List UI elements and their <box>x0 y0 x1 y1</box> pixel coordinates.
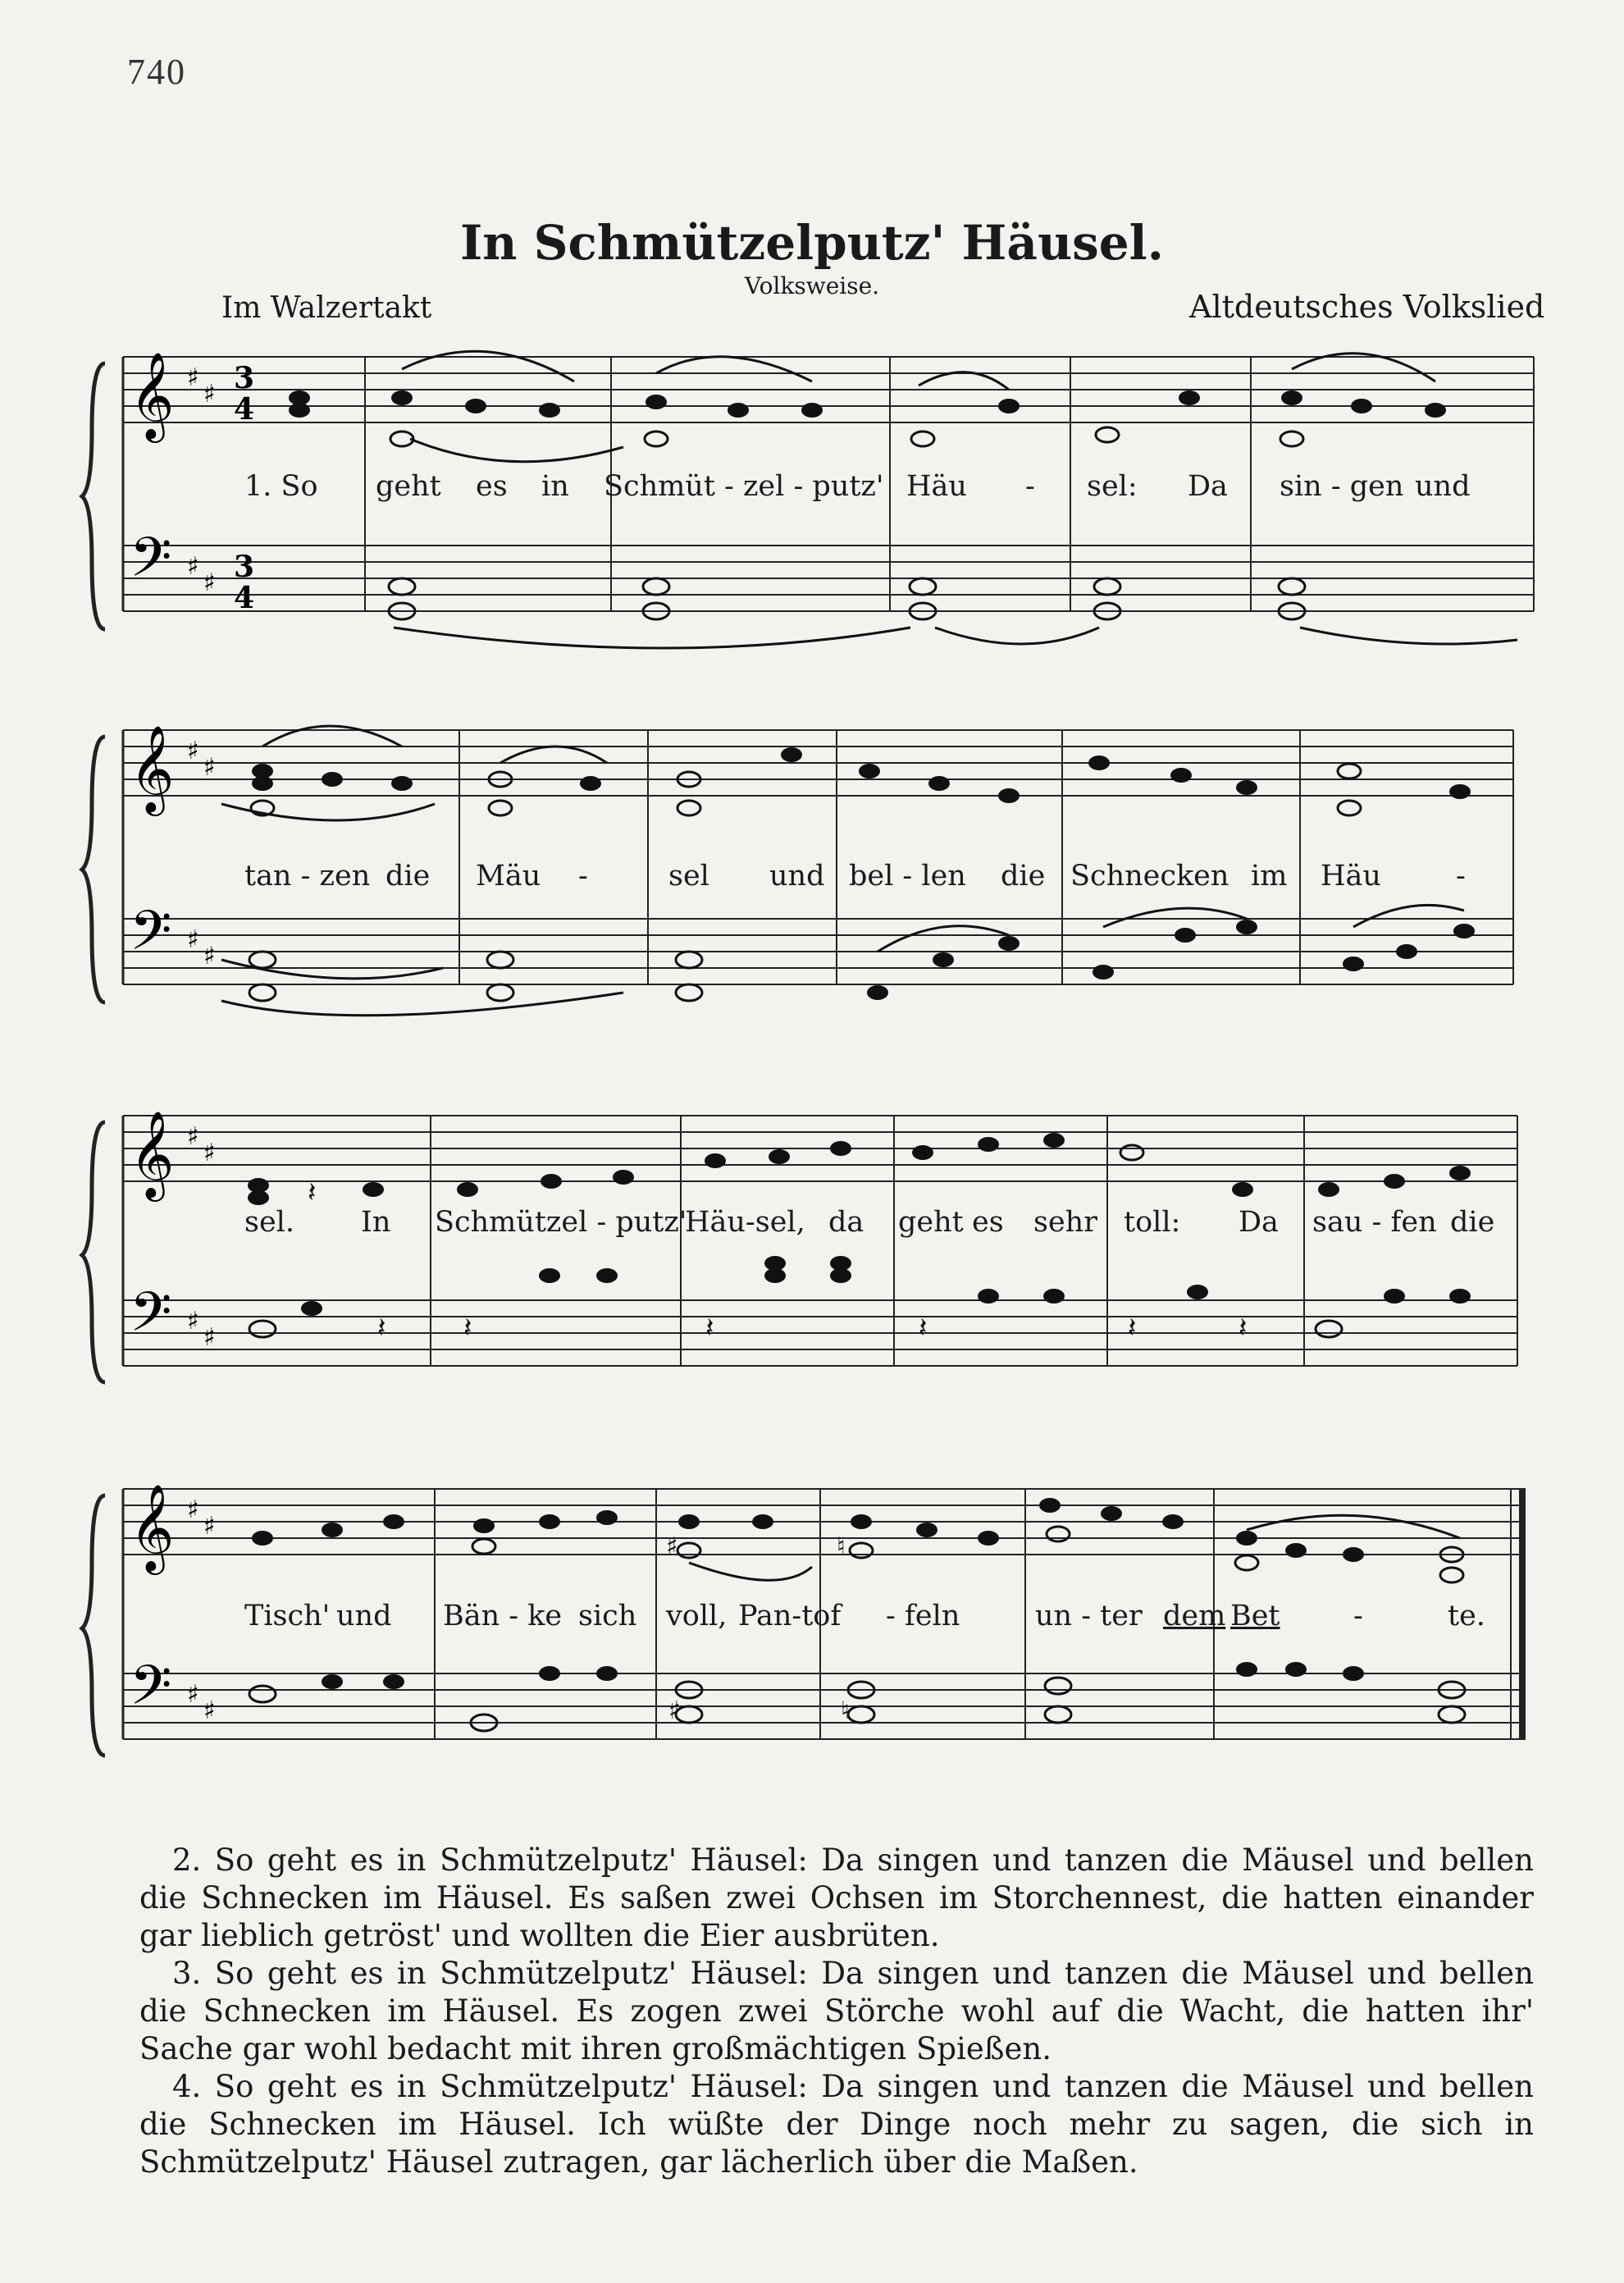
verse-3: 3. So geht es in Schmützelputz' Häusel: Da singen und tanzen die Mäusel und bellen die Schnecken im Häusel. Es zogen zwei Störche wohl auf die Wacht, die hatten ihr' Sache gar wohl bedacht mit ihren großmächtigen Spießen. <box>139 1956 1534 2066</box>
svg-text:𝄽: 𝄽 <box>1128 1312 1137 1345</box>
lyric-syllable: sel <box>668 860 709 893</box>
lyric-syllable: bel - len <box>849 860 966 893</box>
lyric-syllable: und <box>769 860 825 893</box>
lyric-syllable: - feln <box>886 1600 960 1632</box>
svg-text:♯: ♯ <box>203 942 216 970</box>
svg-text:𝄞: 𝄞 <box>130 1483 175 1571</box>
lyric-syllable: Schmüt - zel - putz' <box>604 470 884 503</box>
svg-text:4: 4 <box>234 392 255 427</box>
lyric-syllable: In <box>361 1206 391 1239</box>
svg-text:♯: ♯ <box>203 568 216 597</box>
lyrics-source: Altdeutsches Volkslied <box>1189 289 1545 325</box>
svg-text:♯: ♯ <box>187 1680 199 1709</box>
lyric-syllable: sich <box>578 1600 637 1632</box>
svg-text:♯: ♯ <box>187 363 199 392</box>
lyric-syllable: voll, <box>666 1600 728 1632</box>
svg-text:𝄢: 𝄢 <box>130 526 172 602</box>
lyric-syllable: die <box>1450 1206 1495 1239</box>
lyric-syllable: geht <box>898 1206 964 1239</box>
svg-text:𝄢: 𝄢 <box>130 1281 172 1357</box>
song-title: In Schmützelputz' Häusel. <box>460 215 1164 271</box>
lyric-syllable: Schmützel - putz' <box>435 1206 687 1239</box>
tempo-marking: Im Walzertakt <box>221 291 432 325</box>
lyric-syllable: Häu <box>906 470 967 503</box>
svg-text:𝄢: 𝄢 <box>130 899 172 975</box>
lyric-syllable: dem <box>1163 1600 1226 1632</box>
music-system-4 <box>0 1473 1624 1801</box>
svg-text:♯: ♯ <box>203 380 216 409</box>
page-number: 740 <box>127 52 186 92</box>
svg-text:𝄞: 𝄞 <box>130 351 175 439</box>
svg-text:𝄽: 𝄽 <box>308 1176 317 1209</box>
svg-text:𝄽: 𝄽 <box>377 1312 386 1345</box>
lyric-syllable: Da <box>1239 1206 1279 1239</box>
svg-text:𝄽: 𝄽 <box>919 1312 928 1345</box>
lyric-syllable: in <box>541 470 569 503</box>
svg-text:♯: ♯ <box>203 1139 216 1167</box>
lyric-syllable: tan - zen <box>244 860 371 893</box>
lyric-syllable: und <box>1415 470 1471 503</box>
svg-text:♯: ♯ <box>666 1532 678 1561</box>
lyric-syllable: Pan-tof <box>738 1600 842 1632</box>
svg-text:♯: ♯ <box>187 1495 199 1524</box>
additional-verses <box>139 1842 1534 2181</box>
staff-notation <box>0 1473 1624 1801</box>
lyric-syllable: un - ter <box>1035 1600 1143 1632</box>
svg-text:𝄽: 𝄽 <box>463 1312 472 1345</box>
lyric-syllable: - <box>1025 470 1035 503</box>
svg-text:3: 3 <box>234 550 255 584</box>
svg-text:♯: ♯ <box>203 1696 216 1725</box>
svg-text:♯: ♯ <box>203 753 216 782</box>
lyric-syllable: - <box>1353 1600 1363 1632</box>
lyric-syllable: - <box>1456 860 1466 893</box>
lyric-syllable: und <box>336 1600 392 1632</box>
lyric-syllable: die <box>1001 860 1046 893</box>
lyric-syllable: - <box>578 860 588 893</box>
lyric-syllable: Häu-sel, <box>685 1206 805 1239</box>
staff-notation <box>0 1099 1624 1427</box>
svg-text:♮: ♮ <box>841 1696 850 1725</box>
svg-text:♯: ♯ <box>187 552 199 581</box>
melody-source: Volksweise. <box>744 272 880 299</box>
svg-text:♯: ♯ <box>187 737 199 765</box>
lyric-syllable: da <box>828 1206 864 1239</box>
lyric-syllable: sel. <box>244 1206 294 1239</box>
lyric-syllable: sel: <box>1087 470 1138 503</box>
lyric-syllable: im <box>1251 860 1288 893</box>
grand-staff-brace <box>82 737 105 1002</box>
svg-text:𝄞: 𝄞 <box>130 724 175 812</box>
svg-text:𝄢: 𝄢 <box>130 1654 172 1730</box>
verse-4: 4. So geht es in Schmützelputz' Häusel: Da singen und tanzen die Mäusel und bellen die Schnecken im Häusel. Ich wüßte der Dinge noch mehr zu sagen, die sich in Schmützelputz' Häusel zutragen, gar lächerlich über die Maßen. <box>139 2069 1534 2180</box>
music-system-2 <box>0 714 1624 1058</box>
svg-text:♯: ♯ <box>187 925 199 954</box>
lyric-syllable: sehr <box>1033 1206 1097 1239</box>
lyric-syllable: sin - gen <box>1280 470 1404 503</box>
svg-text:4: 4 <box>234 581 255 615</box>
lyric-syllable: Häu <box>1321 860 1381 893</box>
lyric-syllable: Tisch' <box>244 1600 331 1632</box>
lyric-syllable: die <box>385 860 431 893</box>
svg-text:𝄽: 𝄽 <box>1239 1312 1248 1345</box>
lyric-syllable: Da <box>1188 470 1228 503</box>
svg-text:𝄽: 𝄽 <box>705 1312 714 1345</box>
lyric-syllable: geht <box>376 470 441 503</box>
music-system-1 <box>0 324 1624 669</box>
lyric-syllable: es <box>972 1206 1004 1239</box>
svg-text:♯: ♯ <box>187 1307 199 1336</box>
lyric-syllable: es <box>476 470 508 503</box>
lyric-syllable: Mäu <box>476 860 541 893</box>
grand-staff-brace <box>82 363 105 629</box>
lyric-syllable: toll: <box>1124 1206 1181 1239</box>
svg-text:♯: ♯ <box>203 1512 216 1541</box>
lyric-syllable: Bet <box>1230 1600 1280 1632</box>
lyric-syllable: sau - fen <box>1312 1206 1437 1239</box>
grand-staff-brace <box>82 1122 105 1382</box>
lyric-syllable: 1. So <box>244 470 318 503</box>
verse-2: 2. So geht es in Schmützelputz' Häusel: Da singen und tanzen die Mäusel und bellen die Schnecken im Häusel. Es saßen zwei Ochsen im Storchennest, die hatten einander gar lieblich getröst' und wollten die Eier ausbrüten. <box>139 1842 1534 1953</box>
svg-text:𝄞: 𝄞 <box>130 1110 175 1198</box>
lyric-syllable: te. <box>1448 1600 1485 1632</box>
svg-text:3: 3 <box>234 361 255 395</box>
svg-text:♯: ♯ <box>203 1323 216 1352</box>
music-system-3 <box>0 1099 1624 1427</box>
lyric-syllable: Bän - ke <box>443 1600 563 1632</box>
svg-text:♯: ♯ <box>187 1122 199 1151</box>
lyric-syllable: Schnecken <box>1070 860 1229 893</box>
svg-text:♮: ♮ <box>837 1532 846 1561</box>
grand-staff-brace <box>82 1495 105 1756</box>
svg-text:♯: ♯ <box>668 1696 681 1725</box>
